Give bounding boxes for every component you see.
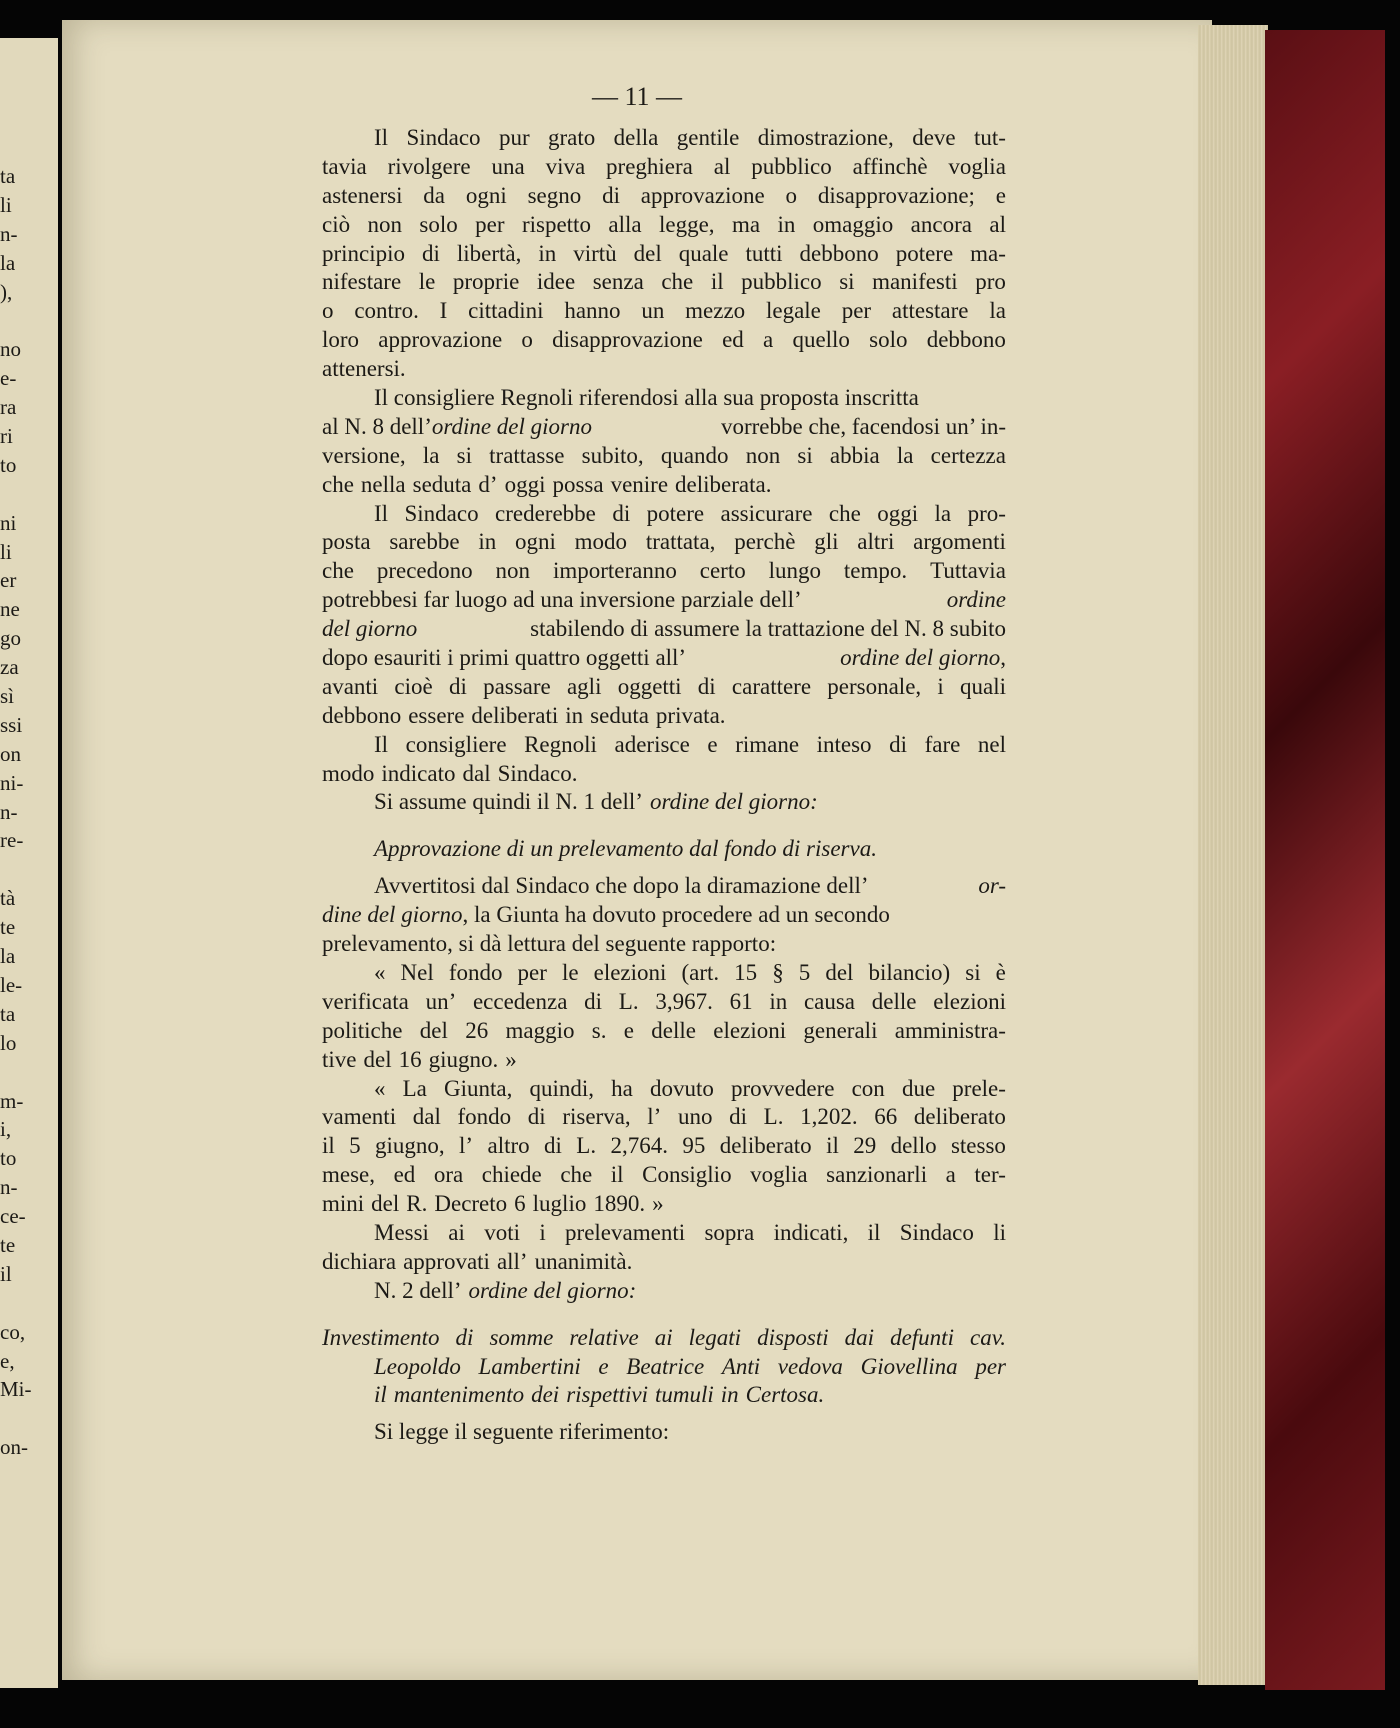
left-fragment: no [0,337,21,362]
text-line: o contro. I cittadini hanno un mezzo legale per attestare la [322,298,1006,324]
text-line: debbono essere deliberati in seduta privata. [322,702,726,728]
text-line: N. 2 dell’ ordine del giorno: [374,1277,637,1303]
left-fragment: za [0,655,19,680]
left-fragment: ne [0,597,20,622]
text-line: principio di libertà, in virtù del quale tutti debbono potere ma- [322,240,1006,266]
left-fragment: te [0,1232,16,1257]
text-line: astenersi da ogni segno di approvazione o disapprovazione; e [322,182,1006,208]
text-line: tavia rivolgere una viva preghiera al pubblico affinchè voglia [322,153,1006,179]
left-fragment: to [0,1146,17,1171]
text-line: avanti cioè di passare agli oggetti di carattere personale, i quali [322,673,1006,699]
text-line: Messi ai voti i prelevamenti sopra indicati, il Sindaco li [374,1219,1006,1245]
text-line: versione, la si trattasse subito, quando non si abbia la certezza [322,442,1006,468]
text-line: Si legge il seguente riferimento: [374,1419,670,1445]
paragraph-2-rest [322,442,1006,500]
text-line: Avvertitosi dal Sindaco che dopo la diramazione dell’ or- [374,873,1006,899]
paragraph-quote-2 [322,1075,1006,1219]
section-heading-1: Approvazione di un prelevamento dal fondo di riserva. [374,836,877,862]
text-line: Il Sindaco crederebbe di potere assicurare che oggi la pro- [374,500,1006,526]
left-fragment: li [0,539,12,564]
left-fragment: ce- [0,1204,26,1229]
left-fragment: ri [0,424,13,449]
paragraph-quote-1 [322,959,1006,1075]
left-fragment [0,1289,58,1318]
left-fragment: ni [0,510,17,535]
left-fragment: Mi- [0,1377,32,1402]
left-fragment: sì [0,684,15,709]
text-line: Si assume quindi il N. 1 dell’ ordine del giorno: [374,789,818,815]
left-fragment: ta [0,164,16,188]
paragraph-4 [322,731,1006,789]
text-line: mini del R. Decreto 6 luglio 1890. » [322,1191,664,1217]
text-line: dichiara approvati all’ unanimità. [322,1248,633,1274]
text-line: dopo esauriti i primi quattro oggetti all’ ordine del giorno, [322,645,1006,671]
text-line: posta sarebbe in ogni modo trattata, perchè gli altri argomenti [322,529,1006,555]
section-heading-2 [322,1324,1006,1411]
left-fragment [0,855,58,884]
left-fragment: ni- [0,770,24,795]
left-fragment: m- [0,1088,24,1113]
text-line: prelevamento, si dà lettura del seguente rapporto: [322,931,777,957]
text-line: Il consigliere Regnoli riferendosi alla sua proposta inscritta [374,385,919,411]
left-fragment [0,306,58,335]
text-line: attenersi. [322,356,406,382]
left-fragment [0,1058,58,1087]
paragraph-vote [322,1219,1006,1277]
heading-line: il mantenimento dei rispettivi tumuli in Certosa. [374,1382,825,1408]
text-line: che precedono non importeranno certo lungo tempo. Tuttavia [322,558,1006,584]
left-fragment: ta [0,1001,16,1026]
left-fragment: i, [0,1117,12,1142]
page-number: — 11 — [591,82,683,111]
text-line: « Nel fondo per le elezioni (art. 15 § 5 del bilancio) si è [374,959,1006,985]
left-fragment: ), [0,279,13,304]
page-edges [1198,25,1268,1685]
left-fragment: la [0,944,16,969]
left-fragment: go [0,626,21,651]
heading-line: Leopoldo Lambertini e Beatrice Anti vedova Giovellina per [374,1353,1006,1379]
left-fragment: re- [0,828,24,853]
text-line: modo indicato dal Sindaco. [322,760,578,786]
text-line: verificata un’ eccedenza di L. 3,967. 61 in causa delle elezioni [322,988,1006,1014]
text-line: vamenti dal fondo di riserva, l’ uno di L. 1,202. 66 deliberato [322,1104,1006,1130]
left-fragment: n- [0,1175,18,1200]
paragraph-3-rest [322,673,1006,731]
text-line: del giorno stabilendo di assumere la trattazione del N. 8 subito [322,616,1006,642]
page-body [322,124,1006,1447]
left-fragment: e, [0,1348,15,1373]
left-fragment: e- [0,366,17,391]
book-cover [1265,30,1385,1690]
left-fragment: on- [0,1435,28,1460]
heading-line: Investimento di somme relative ai legati disposti dai defunti cav. [322,1324,1006,1350]
text-line: che nella seduta d’ oggi possa venire deliberata. [322,471,772,497]
left-fragment: ssi [0,712,23,737]
text-line: mese, ed ora chiede che il Consiglio voglia sanzionarli a ter- [322,1162,1006,1188]
text-line: nifestare le proprie idee senza che il pubblico si manifesti pro [322,269,1006,295]
left-fragment: lo [0,1030,17,1055]
text-line: il 5 giugno, l’ altro di L. 2,764. 95 deliberato il 29 dello stesso [322,1133,1006,1159]
left-fragment: to [0,452,17,477]
text-line: dine del giorno, la Giunta ha dovuto procedere ad un secondo [322,902,890,928]
left-fragment: il [0,1261,12,1286]
left-fragment: ra [0,395,17,420]
left-fragment: n- [0,799,18,824]
left-fragment: li [0,192,12,217]
paragraph-1 [322,124,1006,384]
left-fragment: tà [0,886,16,911]
paragraph-3 [322,500,1006,587]
left-fragment: la [0,250,16,275]
text-line: Il consigliere Regnoli aderisce e rimane inteso di fare nel [374,731,1006,757]
left-fragment: er [0,568,17,593]
left-page [0,38,58,1688]
text-line: loro approvazione o disapprovazione ed a quello solo debbono [322,327,1006,353]
left-fragment [0,480,58,509]
left-fragment: co, [0,1319,26,1344]
left-page-fragments [0,162,58,1462]
left-fragment [0,1404,58,1433]
left-fragment: on [0,741,21,766]
left-fragment: n- [0,221,18,246]
text-line: Il Sindaco pur grato della gentile dimostrazione, deve tut- [374,125,1006,150]
left-fragment: le- [0,972,23,997]
text-line: potrebbesi far luogo ad una inversione parziale dell’ ordine [322,587,1006,613]
left-fragment: te [0,915,16,940]
text-line: al N. 8 dell’ordine del giorno vorrebbe che, facendosi un’ in- [322,413,1006,439]
text-line: politiche del 26 maggio s. e delle elezioni generali amministra- [322,1017,1006,1043]
text-line: ciò non solo per rispetto alla legge, ma in omaggio ancora al [322,211,1006,237]
text-line: tive del 16 giugno. » [322,1046,517,1072]
text-line: « La Giunta, quindi, ha dovuto provvedere con due prele- [374,1075,1006,1101]
